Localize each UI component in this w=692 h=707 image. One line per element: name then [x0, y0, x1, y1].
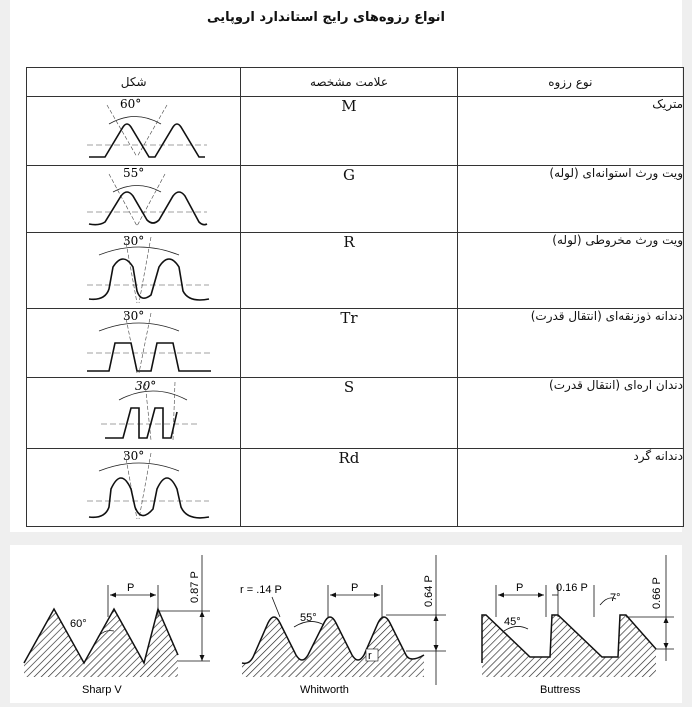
- buttress-angle-b-label: 7°: [610, 592, 621, 604]
- sharp-v-name: Sharp V: [82, 684, 122, 696]
- thread-shape-trapezoidal: [27, 309, 241, 378]
- whitworth-angle-label: 55°: [300, 612, 317, 624]
- table-row: [27, 97, 684, 166]
- thread-shape-metric: [27, 97, 241, 166]
- thread-shape-sawtooth: [27, 378, 241, 449]
- thread-mark: Tr: [241, 309, 457, 378]
- header-mark: علامت مشخصه: [241, 68, 457, 97]
- sharp-v-pitch-label: P: [127, 582, 135, 594]
- whitworth-pitch-label: P: [351, 582, 359, 594]
- thread-profiles-panel: [10, 545, 682, 703]
- thread-type: ویت ورث مخروطی (لوله): [457, 233, 683, 309]
- thread-type: ویت ورث استوانه‌ای (لوله): [457, 166, 683, 233]
- buttress-profile: [482, 555, 674, 696]
- whitworth-profile: [240, 555, 446, 696]
- thread-type: دندان اره‌ای (انتقال قدرت): [457, 378, 683, 449]
- page-title: انواع رزوه‌های رایج استاندارد اروپایی: [207, 10, 445, 25]
- thread-type: دندانه ذوزنقه‌ای (انتقال قدرت): [457, 309, 683, 378]
- thread-shape-round: [27, 449, 241, 527]
- buttress-depth-label: 0.66 P: [651, 577, 663, 609]
- angle-label: 55°: [123, 166, 145, 180]
- thread-mark: R: [241, 233, 457, 309]
- whitworth-radius-label: r = .14 P: [240, 584, 282, 596]
- angle-label: 30°: [123, 234, 145, 248]
- angle-label: 30°: [135, 379, 157, 393]
- thread-mark: S: [241, 378, 457, 449]
- buttress-pitch-label: P: [516, 582, 524, 594]
- header-type: نوع رزوه: [457, 68, 683, 97]
- sharp-v-profile: [24, 555, 210, 696]
- angle-label: 30°: [123, 309, 145, 323]
- thread-shape-whitworth-cylindrical: [27, 166, 241, 233]
- angle-label: 60°: [120, 97, 142, 111]
- buttress-name: Buttress: [540, 684, 581, 696]
- table-row: [27, 309, 684, 378]
- thread-shape-whitworth-tapered: [27, 233, 241, 309]
- angle-label: 30°: [123, 449, 145, 463]
- table-row: [27, 166, 684, 233]
- thread-types-panel: [10, 0, 682, 532]
- table-row: [27, 449, 684, 527]
- header-shape: شکل: [27, 68, 241, 97]
- thread-mark: G: [241, 166, 457, 233]
- thread-type: دندانه گرد: [457, 449, 683, 527]
- whitworth-r-label: r: [368, 650, 372, 662]
- buttress-flat-label: 0.16 P: [556, 582, 588, 594]
- whitworth-depth-label: 0.64 P: [423, 575, 435, 607]
- table-header-row: [27, 68, 684, 97]
- sharp-v-depth-label: 0.87 P: [189, 571, 201, 603]
- thread-profiles-figure: [10, 545, 682, 703]
- table-row: [27, 378, 684, 449]
- thread-mark: Rd: [241, 449, 457, 527]
- whitworth-name: Whitworth: [300, 684, 349, 696]
- thread-type: متریک: [457, 97, 683, 166]
- thread-mark: M: [241, 97, 457, 166]
- thread-types-table: [26, 67, 684, 527]
- sharp-v-angle-label: 60°: [70, 618, 87, 630]
- table-row: [27, 233, 684, 309]
- buttress-angle-a-label: 45°: [504, 616, 521, 628]
